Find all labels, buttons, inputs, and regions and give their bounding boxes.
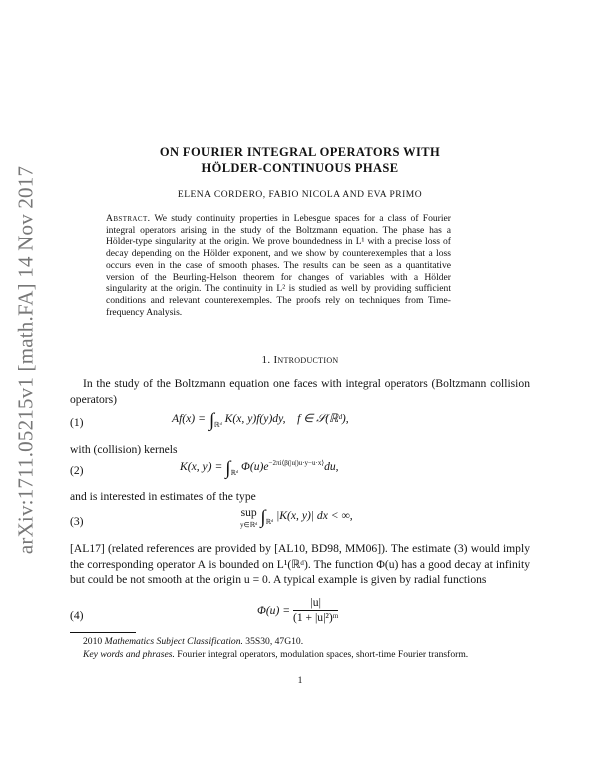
eq4-lhs: Φ(u) =	[257, 604, 291, 617]
section-heading	[70, 354, 530, 366]
eq3-sup-group	[240, 507, 257, 531]
arxiv-sidebar-stamp	[6, 165, 46, 555]
page-number: 1	[297, 675, 303, 686]
paragraph-kernels: with (collision) kernels	[70, 443, 178, 456]
author-list: ELENA CORDERO, FABIO NICOLA AND EVA PRIMO	[177, 190, 423, 200]
equation-3-number: (3)	[70, 515, 84, 528]
equation-4-number: (4)	[70, 609, 84, 622]
abstract-text: We study continuity properties in Lebesgue spaces for a class of Fourier integral operators arising in the study of the Boltzmann equation. The phase has a Hölder-type singularity at the origin. We prove boundedness in L¹ with a precise loss of decay depending on the Hölder exponent, and we show by counterexemples that a loss occurs even in the case of smooth phases. The results can be seen as a quantitative version of the Beurling-Helson theorem for changes of variables with a Hölder singularity at the origin. The continuity in L² is studied as well by providing sufficient conditions and relevant counterexemples. The proofs rely on techniques from Time-frequency Analysis.	[106, 213, 451, 318]
msc-codes: 35S30, 47G10.	[245, 636, 304, 647]
eq4-numerator: |u|	[293, 596, 338, 611]
abstract-label: Abstract.	[106, 213, 151, 224]
msc-year: 2010	[83, 636, 103, 647]
eq3-integrand: |K(x, y)| dx < ∞,	[276, 509, 353, 522]
title-line-2: HÖLDER-CONTINUOUS PHASE	[201, 161, 399, 175]
eq1-lhs: Af(x) =	[172, 412, 206, 425]
eq3-domain: ℝᵈ	[265, 518, 274, 526]
msc-footnote	[70, 636, 530, 648]
integral-sign: ∫	[225, 458, 231, 479]
eq2-exponent: −2πi⟨β(|u|)u·y−u·x⟩	[268, 459, 325, 467]
eq3-sup-sub: y∈ℝᵈ	[240, 521, 258, 529]
eq4-fraction	[293, 596, 338, 625]
paragraph-intro: In the study of the Boltzmann equation one faces with integral operators (Boltzmann collision operators)	[70, 377, 530, 406]
paper-title	[70, 144, 530, 176]
arxiv-identifier: arXiv:1711.05215v1 [math.FA] 14 Nov 2017	[13, 165, 38, 555]
section-title-text: Introduction	[273, 354, 339, 366]
section-number: 1.	[261, 354, 271, 366]
eq2-integrand-a: Φ(u)e	[241, 460, 269, 473]
eq2-lhs: K(x, y) =	[180, 460, 223, 473]
integral-sign: ∫	[260, 507, 266, 528]
keywords-text: Fourier integral operators, modulation spaces, short-time Fourier transform.	[177, 649, 469, 660]
keywords-footnote	[70, 649, 530, 661]
eq4-denominator: (1 + |u|²)ᵐ	[292, 611, 339, 624]
footnote-divider	[70, 632, 136, 633]
msc-label: Mathematics Subject Classification.	[104, 636, 243, 647]
eq3-sup: sup	[240, 506, 257, 519]
eq2-integrand-b: du,	[324, 460, 339, 473]
equation-4	[257, 596, 338, 625]
keywords-label: Key words and phrases.	[83, 649, 175, 660]
eq1-integrand: K(x, y)f(y)dy,	[224, 412, 286, 425]
equation-1	[172, 410, 349, 432]
equation-3	[240, 507, 353, 531]
eq1-condition: f ∈ 𝒮(ℝᵈ),	[297, 412, 349, 425]
title-line-1: ON FOURIER INTEGRAL OPERATORS WITH	[159, 145, 441, 159]
equation-2-number: (2)	[70, 464, 84, 477]
integral-sign: ∫	[208, 410, 215, 431]
paragraph-references: [AL17] (related references are provided by [AL10, BD98, MM06]). The estimate (3) would imply the corresponding operator A is bounded on L¹(ℝᵈ). The function Φ(u) has a good decay at infinity but could be not smooth at the origin u = 0. A typical example is given by radial functions	[70, 542, 530, 587]
eq1-domain: ℝᵈ	[214, 421, 222, 429]
paragraph-estimates: and is interested in estimates of the type	[70, 490, 256, 503]
equation-1-number: (1)	[70, 416, 84, 429]
eq2-domain: ℝᵈ	[230, 469, 239, 477]
equation-2	[180, 458, 339, 480]
abstract	[106, 213, 451, 318]
